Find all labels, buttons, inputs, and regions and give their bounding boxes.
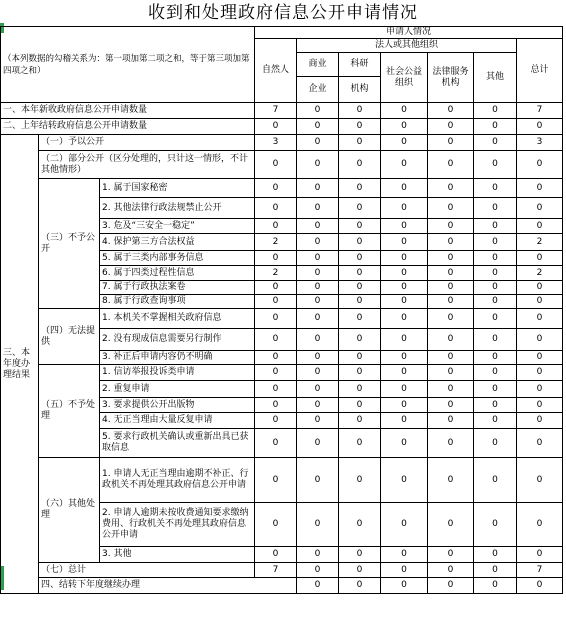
value-cell: 0: [474, 503, 517, 547]
value-cell: 0: [255, 329, 297, 351]
row-label: 4. 保护第三方合法权益: [100, 234, 255, 251]
row-label: 5. 属于三类内部事务信息: [100, 251, 255, 266]
value-cell: 0: [255, 179, 297, 198]
value-cell: 0: [428, 365, 474, 381]
value-cell: 0: [428, 503, 474, 547]
value-cell: 0: [297, 503, 339, 547]
value-cell: 0: [428, 563, 474, 578]
value-cell: 0: [474, 365, 517, 381]
value-cell: 7: [255, 103, 297, 119]
value-cell: 0: [474, 429, 517, 458]
value-cell: 0: [428, 103, 474, 119]
value-cell: 0: [428, 329, 474, 351]
value-cell: 0: [517, 119, 563, 135]
value-cell: 0: [428, 266, 474, 281]
header-research-2: 机构: [339, 77, 381, 103]
table-row: [1, 563, 563, 578]
value-cell: 0: [381, 547, 428, 563]
value-cell: 0: [339, 151, 381, 179]
value-cell: 0: [339, 119, 381, 135]
row-label: 3. 要求提供公开出版物: [100, 398, 255, 413]
row-label: 1. 本机关不掌握相关政府信息: [100, 309, 255, 329]
value-cell: 0: [517, 578, 563, 594]
value-cell: 0: [381, 398, 428, 413]
value-cell: 3: [255, 135, 297, 151]
value-cell: 0: [297, 381, 339, 398]
row-label: 2. 没有现成信息需要另行制作: [100, 329, 255, 351]
table-row: [1, 103, 563, 119]
row-label: 3. 其他: [100, 547, 255, 563]
value-cell: 0: [428, 547, 474, 563]
row-label: 7. 属于行政执法案卷: [100, 281, 255, 295]
value-cell: 0: [474, 398, 517, 413]
value-cell: 0: [297, 578, 339, 594]
table-row: [1, 119, 563, 135]
value-cell: 0: [517, 429, 563, 458]
row-label: 2. 申请人逾期未按收费通知要求缴纳费用、行政机关不再处理其政府信息公开申请: [100, 503, 255, 547]
header-legal-persons: 法人或其他组织: [297, 39, 517, 53]
value-cell: 0: [517, 251, 563, 266]
value-cell: 0: [428, 578, 474, 594]
value-cell: 0: [381, 198, 428, 219]
value-cell: 0: [517, 503, 563, 547]
value-cell: 0: [428, 219, 474, 234]
value-cell: 0: [381, 179, 428, 198]
value-cell: 0: [474, 329, 517, 351]
value-cell: 0: [517, 179, 563, 198]
value-cell: 0: [339, 563, 381, 578]
value-cell: 0: [297, 398, 339, 413]
value-cell: 0: [428, 281, 474, 295]
value-cell: 0: [428, 179, 474, 198]
header-legal-service: 法律服务机构: [428, 53, 474, 103]
value-cell: 0: [255, 295, 297, 309]
value-cell: 0: [255, 151, 297, 179]
application-stats-table: [0, 26, 563, 594]
value-cell: 0: [339, 135, 381, 151]
row-label: （一）予以公开: [39, 135, 255, 151]
value-cell: 0: [517, 309, 563, 329]
row-label: 2. 重复申请: [100, 381, 255, 398]
value-cell: 0: [428, 119, 474, 135]
value-cell: 0: [381, 295, 428, 309]
value-cell: 0: [339, 309, 381, 329]
value-cell: 0: [474, 309, 517, 329]
value-cell: 0: [474, 295, 517, 309]
value-cell: 0: [339, 103, 381, 119]
value-cell: 0: [381, 329, 428, 351]
value-cell: 0: [339, 234, 381, 251]
value-cell: 0: [474, 103, 517, 119]
value-cell: 0: [517, 365, 563, 381]
value-cell: 7: [255, 563, 297, 578]
value-cell: 0: [297, 234, 339, 251]
value-cell: 0: [474, 351, 517, 365]
value-cell: 0: [517, 547, 563, 563]
value-cell: 0: [297, 547, 339, 563]
value-cell: 0: [339, 219, 381, 234]
table-row: [1, 578, 563, 594]
value-cell: 0: [255, 398, 297, 413]
value-cell: 0: [297, 179, 339, 198]
value-cell: 0: [255, 413, 297, 429]
value-cell: 0: [474, 578, 517, 594]
value-cell: 0: [339, 578, 381, 594]
value-cell: 0: [381, 458, 428, 503]
value-cell: 0: [381, 219, 428, 234]
row-label: 二、上年结转政府信息公开申请数量: [1, 119, 255, 135]
value-cell: 0: [428, 458, 474, 503]
value-cell: 0: [255, 381, 297, 398]
value-cell: 0: [474, 135, 517, 151]
value-cell: 0: [297, 365, 339, 381]
header-research-1: 科研: [339, 53, 381, 77]
table-row: [1, 135, 563, 151]
value-cell: 0: [339, 429, 381, 458]
value-cell: 0: [381, 503, 428, 547]
value-cell: 0: [297, 251, 339, 266]
value-cell: 0: [381, 429, 428, 458]
value-cell: 3: [517, 135, 563, 151]
header-total: 总计: [517, 39, 563, 103]
value-cell: 2: [517, 266, 563, 281]
table-row: [1, 179, 563, 198]
value-cell: 0: [339, 365, 381, 381]
value-cell: 0: [297, 151, 339, 179]
header-note: （本列数据的勾稽关系为：第一项加第二项之和，等于第三项加第四项之和）: [1, 27, 255, 103]
group-label: （六）其他处理: [39, 458, 100, 563]
value-cell: 0: [428, 234, 474, 251]
row-label: 一、本年新收政府信息公开申请数量: [1, 103, 255, 119]
value-cell: 0: [428, 295, 474, 309]
row-label: （七）总计: [39, 563, 255, 578]
value-cell: 0: [474, 381, 517, 398]
value-cell: 0: [381, 135, 428, 151]
row-label: 1. 属于国家秘密: [100, 179, 255, 198]
value-cell: 0: [339, 458, 381, 503]
value-cell: 0: [255, 429, 297, 458]
value-cell: 0: [381, 251, 428, 266]
value-cell: 0: [381, 266, 428, 281]
value-cell: 0: [339, 547, 381, 563]
value-cell: 0: [339, 295, 381, 309]
value-cell: 0: [297, 295, 339, 309]
row-label: 1. 信访举报投诉类申请: [100, 365, 255, 381]
header-other: 其他: [474, 53, 517, 103]
value-cell: 0: [255, 119, 297, 135]
value-cell: 0: [255, 503, 297, 547]
value-cell: 0: [381, 281, 428, 295]
value-cell: 0: [428, 135, 474, 151]
value-cell: 0: [474, 151, 517, 179]
value-cell: 0: [381, 381, 428, 398]
value-cell: 0: [297, 329, 339, 351]
page-title: 收到和处理政府信息公开申请情况: [148, 3, 418, 23]
value-cell: 0: [381, 119, 428, 135]
row-label: 四、结转下年度继续办理: [39, 578, 297, 594]
value-cell: 0: [517, 295, 563, 309]
value-cell: 0: [428, 429, 474, 458]
value-cell: 0: [381, 151, 428, 179]
row-label: 8. 属于行政查询事项: [100, 295, 255, 309]
value-cell: 0: [474, 266, 517, 281]
table-row: [1, 458, 563, 503]
value-cell: 0: [474, 547, 517, 563]
section-3-label: 三、本年度办理结果: [1, 135, 39, 594]
value-cell: 0: [517, 151, 563, 179]
value-cell: 2: [517, 234, 563, 251]
value-cell: 0: [517, 219, 563, 234]
value-cell: 0: [517, 329, 563, 351]
value-cell: 0: [381, 234, 428, 251]
value-cell: 0: [297, 429, 339, 458]
value-cell: 0: [474, 251, 517, 266]
value-cell: 0: [517, 198, 563, 219]
row-label: 5. 要求行政机关确认或重新出具已获取信息: [100, 429, 255, 458]
value-cell: 0: [474, 198, 517, 219]
value-cell: 0: [428, 381, 474, 398]
value-cell: 0: [255, 365, 297, 381]
value-cell: 0: [339, 179, 381, 198]
value-cell: 0: [428, 413, 474, 429]
value-cell: 0: [339, 413, 381, 429]
value-cell: 0: [517, 413, 563, 429]
value-cell: 0: [381, 103, 428, 119]
value-cell: 0: [339, 503, 381, 547]
value-cell: 0: [339, 281, 381, 295]
group-label: （五）不予处理: [39, 365, 100, 458]
value-cell: 0: [339, 381, 381, 398]
value-cell: 0: [297, 413, 339, 429]
value-cell: 0: [517, 458, 563, 503]
value-cell: 0: [428, 198, 474, 219]
value-cell: 0: [381, 309, 428, 329]
value-cell: 0: [255, 547, 297, 563]
value-cell: 0: [381, 351, 428, 365]
group-label: （三）不予公开: [39, 179, 100, 309]
value-cell: 0: [474, 563, 517, 578]
value-cell: 0: [428, 251, 474, 266]
value-cell: 0: [517, 351, 563, 365]
value-cell: 0: [428, 351, 474, 365]
header-commercial-1: 商业: [297, 53, 339, 77]
row-label: 3. 危及“三安全一稳定”: [100, 219, 255, 234]
row-label: 1. 申请人无正当理由逾期不补正、行政机关不再处理其政府信息公开申请: [100, 458, 255, 503]
value-cell: 0: [297, 266, 339, 281]
value-cell: 0: [255, 251, 297, 266]
value-cell: 2: [255, 234, 297, 251]
value-cell: 0: [339, 398, 381, 413]
value-cell: 0: [381, 578, 428, 594]
value-cell: 0: [474, 219, 517, 234]
value-cell: 0: [381, 413, 428, 429]
value-cell: 0: [255, 219, 297, 234]
value-cell: 0: [297, 281, 339, 295]
value-cell: 7: [517, 563, 563, 578]
value-cell: 0: [255, 458, 297, 503]
value-cell: 0: [339, 251, 381, 266]
value-cell: 0: [297, 119, 339, 135]
value-cell: 0: [474, 234, 517, 251]
value-cell: 0: [297, 135, 339, 151]
value-cell: 0: [297, 198, 339, 219]
value-cell: 0: [517, 381, 563, 398]
value-cell: 0: [297, 458, 339, 503]
value-cell: 0: [517, 398, 563, 413]
value-cell: 0: [381, 563, 428, 578]
group-label: （四）无法提供: [39, 309, 100, 365]
header-commercial-2: 企业: [297, 77, 339, 103]
value-cell: 0: [474, 281, 517, 295]
value-cell: 0: [381, 365, 428, 381]
value-cell: 0: [255, 351, 297, 365]
value-cell: 0: [428, 398, 474, 413]
value-cell: 0: [339, 198, 381, 219]
row-label: 3. 补正后申请内容仍不明确: [100, 351, 255, 365]
value-cell: 0: [297, 103, 339, 119]
value-cell: 0: [297, 351, 339, 365]
value-cell: 0: [255, 309, 297, 329]
value-cell: 0: [339, 329, 381, 351]
value-cell: 7: [517, 103, 563, 119]
header-natural-person: 自然人: [255, 39, 297, 103]
header-applicant-situation: 申请人情况: [255, 27, 563, 39]
value-cell: 0: [339, 266, 381, 281]
table-row: [1, 365, 563, 381]
value-cell: 0: [339, 351, 381, 365]
row-label: （二）部分公开（区分处理的，只计这一情形，不计其他情形）: [39, 151, 255, 179]
value-cell: 0: [297, 309, 339, 329]
value-cell: 0: [517, 281, 563, 295]
value-cell: 0: [297, 563, 339, 578]
value-cell: 0: [297, 219, 339, 234]
value-cell: 0: [474, 413, 517, 429]
value-cell: 2: [255, 266, 297, 281]
row-label: 4. 无正当理由大量反复申请: [100, 413, 255, 429]
row-label: 6. 属于四类过程性信息: [100, 266, 255, 281]
value-cell: 0: [428, 309, 474, 329]
value-cell: 0: [474, 119, 517, 135]
header-social: 社会公益组织: [381, 53, 428, 103]
value-cell: 0: [255, 198, 297, 219]
table-row: [1, 309, 563, 329]
table-row: [1, 151, 563, 179]
value-cell: 0: [255, 281, 297, 295]
value-cell: 0: [428, 151, 474, 179]
value-cell: 0: [474, 179, 517, 198]
value-cell: 0: [474, 458, 517, 503]
row-label: 2. 其他法律行政法规禁止公开: [100, 198, 255, 219]
